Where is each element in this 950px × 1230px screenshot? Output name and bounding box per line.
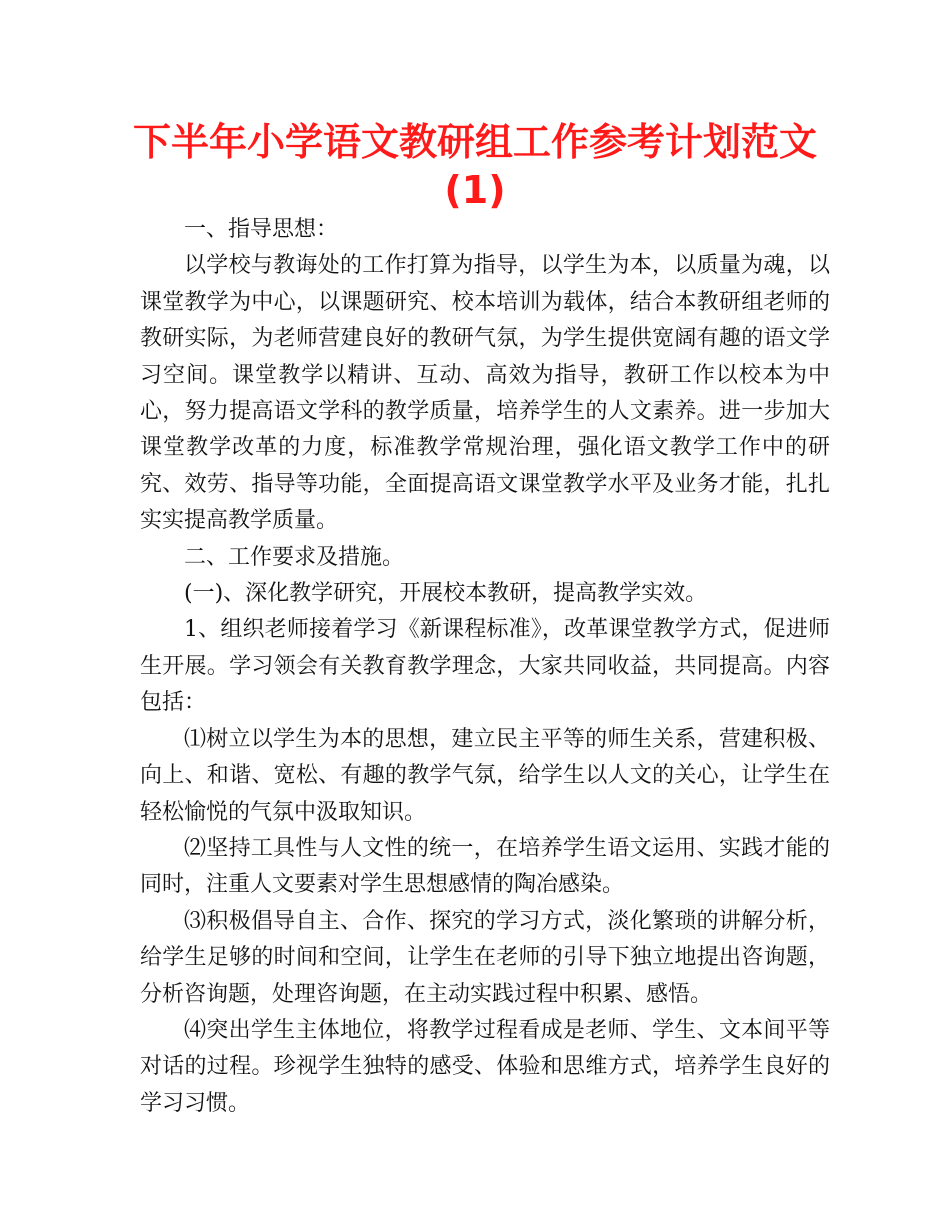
section-heading-requirements: 二、工作要求及措施。	[184, 544, 405, 570]
paragraph-item-1: 1、组织老师接着学习《新课程标准》，改革课堂教学方式，促进师生开展。学习领会有关教育教学理念，大家共同收益，共同提高。内容包括：	[140, 617, 830, 716]
paragraph-sub-item-4: ⑷突出学生主体地位，将教学过程看成是老师、学生、文本间平等对话的过程。珍视学生独特的感受、体验和思维方式，培养学生良好的学习习惯。	[140, 1017, 830, 1116]
section-heading-guiding-thought: 一、指导思想：	[184, 217, 339, 242]
document-body	[140, 212, 830, 1122]
document-title	[120, 118, 830, 214]
title-line-2: (1)	[444, 168, 506, 212]
title-line-1: 下半年小学语文教研组工作参考计划范文	[132, 120, 817, 164]
paragraph-guiding-thought: 以学校与教诲处的工作打算为指导，以学生为本，以质量为魂，以课堂教学为中心，以课题研究、校本培训为载体，结合本教研组老师的教研实际，为老师营建良好的教研气氛，为学生提供宽阔有趣的语文学习空间。课堂教学以精讲、互动、高效为指导，教研工作以校本为中心，努力提高语文学科的教学质量，培养学生的人文素养。进一步加大课堂教学改革的力度，标准教学常规治理，强化语文教学工作中的研究、效劳、指导等功能，全面提高语文课堂教学水平及业务才能，扎扎实实提高教学质量。	[140, 253, 830, 534]
paragraph-sub-item-1: ⑴树立以学生为本的思想，建立民主平等的师生关系，营建积极、向上、和谐、宽松、有趣的教学气氛，给学生以人文的关心，让学生在轻松愉悦的气氛中汲取知识。	[140, 726, 830, 825]
subsection-heading-1: (一)、深化教学研究，开展校本教研，提高教学实效。	[184, 581, 708, 607]
paragraph-sub-item-3: ⑶积极倡导自主、合作、探究的学习方式，淡化繁琐的讲解分析，给学生足够的时间和空间，让学生在老师的引导下独立地提出咨询题，分析咨询题，处理咨询题，在主动实践过程中积累、感悟。	[140, 908, 830, 1007]
paragraph-sub-item-2: ⑵坚持工具性与人文性的统一，在培养学生语文运用、实践才能的同时，注重人文要素对学生思想感情的陶冶感染。	[140, 835, 830, 898]
